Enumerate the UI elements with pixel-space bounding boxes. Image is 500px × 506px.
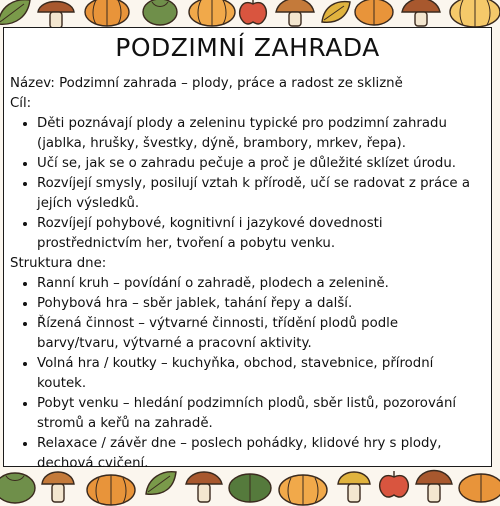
document-body	[10, 74, 483, 474]
structure-list	[10, 274, 483, 474]
mushroom-icon	[272, 0, 318, 28]
gourd-icon	[352, 0, 396, 28]
pumpkin-icon	[186, 0, 238, 28]
squash-icon	[140, 0, 180, 28]
apple-icon	[236, 0, 270, 28]
list-item: • Rozvíjejí smysly, posilují vztah k přírodě, učí se radovat z práce a jejích výsledků.	[37, 174, 483, 214]
document-card	[3, 27, 492, 471]
list-item: • Pobyt venku – hledání podzimních plodů, sběr listů, pozorování stromů a keřů na zahradě.	[37, 394, 483, 434]
document-title: PODZIMNÍ ZAHRADA	[115, 33, 380, 62]
pumpkin-icon	[446, 0, 500, 30]
pumpkin-icon	[82, 0, 132, 28]
name-line: Název: Podzimní zahrada – plody, práce a radost ze sklizně	[10, 76, 403, 91]
mushroom-icon	[34, 0, 78, 30]
structure-label: Struktura dne:	[10, 256, 107, 271]
leaf-icon	[318, 0, 354, 28]
list-item: • Relaxace / závěr dne – poslech pohádky, klidové hry s plody, dechová cvičení.	[37, 434, 483, 474]
list-item: • Ranní kruh – povídání o zahradě, plodech a zelenině.	[37, 274, 483, 294]
list-item: • Děti poznávají plody a zeleninu typické pro podzimní zahradu (jablka, hrušky, švestky, dýně, brambory, mrkev, řepa).	[37, 114, 483, 154]
leaf-icon	[0, 0, 34, 30]
list-item: • Řízená činnost – výtvarné činnosti, třídění plodů podle barvy/tvaru, výtvarné a pracovní aktivity.	[37, 314, 483, 354]
list-item: • Učí se, jak se o zahradu pečuje a proč je důležité sklízet úrodu.	[37, 154, 483, 174]
list-item: • Pohybová hra – sběr jablek, tahání řepy a další.	[37, 294, 483, 314]
list-item: • Rozvíjejí pohybové, kognitivní i jazykové dovednosti prostřednictvím her, tvoření a pobytu venku.	[37, 214, 483, 254]
list-item: • Volná hra / koutky – kuchyňka, obchod, stavebnice, přírodní koutek.	[37, 354, 483, 394]
goal-list	[10, 114, 483, 254]
mushroom-icon	[398, 0, 444, 28]
goal-label: Cíl:	[10, 96, 32, 111]
